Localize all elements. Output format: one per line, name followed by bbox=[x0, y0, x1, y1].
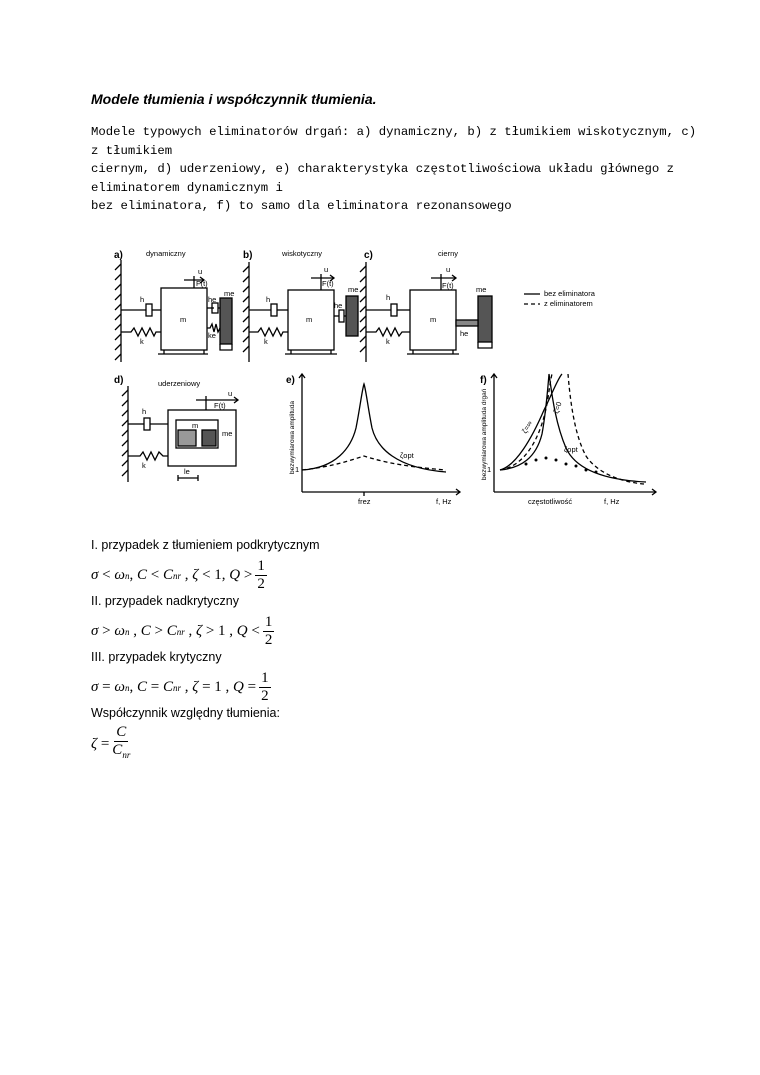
symbol-me-c: me bbox=[476, 285, 487, 294]
case-3-label: III. przypadek krytyczny bbox=[91, 650, 222, 664]
symbol-k-b: k bbox=[264, 337, 268, 346]
symbol-le-d: le bbox=[184, 467, 190, 476]
page-title: Modele tłumienia i współczynnik tłumienia. bbox=[91, 91, 377, 107]
symbol-he-b: he bbox=[334, 301, 343, 310]
symbol-me-b: me bbox=[348, 285, 359, 294]
symbol-m-d: m bbox=[192, 421, 199, 430]
panel-f-label: f) bbox=[480, 375, 487, 386]
axis-e-x-mark: frez bbox=[358, 497, 371, 506]
curve-f-zeta-inf: ζ=∞ bbox=[519, 419, 535, 435]
axis-f-y-label: bezwymiarowa amplituda drgań bbox=[481, 388, 488, 480]
symbol-me-d: me bbox=[222, 429, 233, 438]
ratio-label: Współczynnik względny tłumienia: bbox=[91, 706, 280, 720]
symbol-m-b: m bbox=[306, 315, 313, 324]
curve-f-zeta-zero: ζ=0 bbox=[551, 400, 564, 415]
symbol-m-c: m bbox=[430, 315, 437, 324]
symbol-h-b: h bbox=[266, 295, 271, 304]
case-1-label: I. przypadek z tłumieniem podkrytycznym bbox=[91, 538, 320, 552]
panel-c-label: c) bbox=[364, 250, 373, 261]
symbol-h-c: h bbox=[386, 293, 391, 302]
description-line: z tłumikiem bbox=[91, 143, 173, 158]
caption-dynamiczny: dynamiczny bbox=[146, 249, 186, 258]
description-line: ciernym, d) uderzeniowy, e) charakterystyka częstotliwościowa układu głównego z bbox=[91, 162, 674, 176]
description-line: bez eliminatora, f) to samo dla eliminatora rezonansowego bbox=[91, 199, 512, 213]
panel-d-label: d) bbox=[114, 375, 124, 386]
axis-e-y-label: bezwymiarowa amplituda bbox=[289, 401, 296, 474]
caption-uderzeniowy: uderzeniowy bbox=[158, 379, 201, 388]
symbol-F-c: F(t) bbox=[442, 281, 454, 290]
symbol-k-c: k bbox=[386, 337, 390, 346]
case-1-formula: σ < ω n , C < C nr , ζ < 1 , Q > $\frac{1}{2}$ bbox=[91, 558, 265, 592]
caption-cierny: cierny bbox=[438, 249, 459, 258]
symbol-h-a: h bbox=[140, 295, 145, 304]
symbol-he-c: he bbox=[460, 329, 469, 338]
symbol-k-a: k bbox=[140, 337, 144, 346]
curve-e-zeta: ζopt bbox=[400, 451, 414, 460]
symbol-F-d: F(t) bbox=[214, 401, 226, 410]
panel-a-label: a) bbox=[114, 250, 123, 261]
panel-b-label: b) bbox=[243, 250, 253, 261]
eliminator-models-figure bbox=[96, 238, 664, 514]
description-line: Modele typowych eliminatorów drgań: a) dynamiczny, b) z tłumikiem wiskotycznym, c) bbox=[91, 125, 697, 139]
ratio-formula: ζ = $\frac{C}{C_{nr}}$ bbox=[91, 724, 131, 760]
curve-f-zeta: ζopt bbox=[564, 445, 578, 454]
symbol-u-c: u bbox=[446, 265, 451, 274]
symbol-F-a: F(t) bbox=[196, 279, 208, 288]
panel-e-label: e) bbox=[286, 375, 295, 386]
case-2-label: II. przypadek nadkrytyczny bbox=[91, 594, 239, 608]
legend-dashed-label: z eliminatorem bbox=[544, 299, 593, 308]
legend-solid-label: bez eliminatora bbox=[544, 289, 595, 298]
axis-f-x-mark: częstotliwość bbox=[528, 497, 573, 506]
case-3-formula: σ = ω n , C = C nr , ζ = 1 , Q = $\frac{1}{2}$ bbox=[91, 670, 269, 704]
symbol-u-b: u bbox=[324, 265, 329, 274]
description-line: eliminatorem dynamicznym i bbox=[91, 180, 283, 195]
symbol-h-d: h bbox=[142, 407, 147, 416]
case-2-formula: σ > ω n , C > C nr , ζ > 1 , Q < $\frac{1}{2}$ bbox=[91, 614, 273, 648]
axis-f-one: 1 bbox=[487, 465, 492, 474]
axis-f-x-label: f, Hz bbox=[604, 497, 620, 506]
symbol-k-d: k bbox=[142, 461, 146, 470]
description bbox=[91, 123, 697, 216]
axis-e-one: 1 bbox=[295, 465, 300, 474]
symbol-u-a: u bbox=[198, 267, 203, 276]
symbol-u-d: u bbox=[228, 389, 233, 398]
caption-wiskotyczny: wiskotyczny bbox=[282, 249, 323, 258]
symbol-he-a: he bbox=[208, 295, 217, 304]
symbol-F-b: F(t) bbox=[322, 279, 334, 288]
symbol-m-a: m bbox=[180, 315, 187, 324]
axis-e-x-label: f, Hz bbox=[436, 497, 452, 506]
symbol-ke-a: ke bbox=[208, 331, 216, 340]
symbol-me-a: me bbox=[224, 289, 235, 298]
